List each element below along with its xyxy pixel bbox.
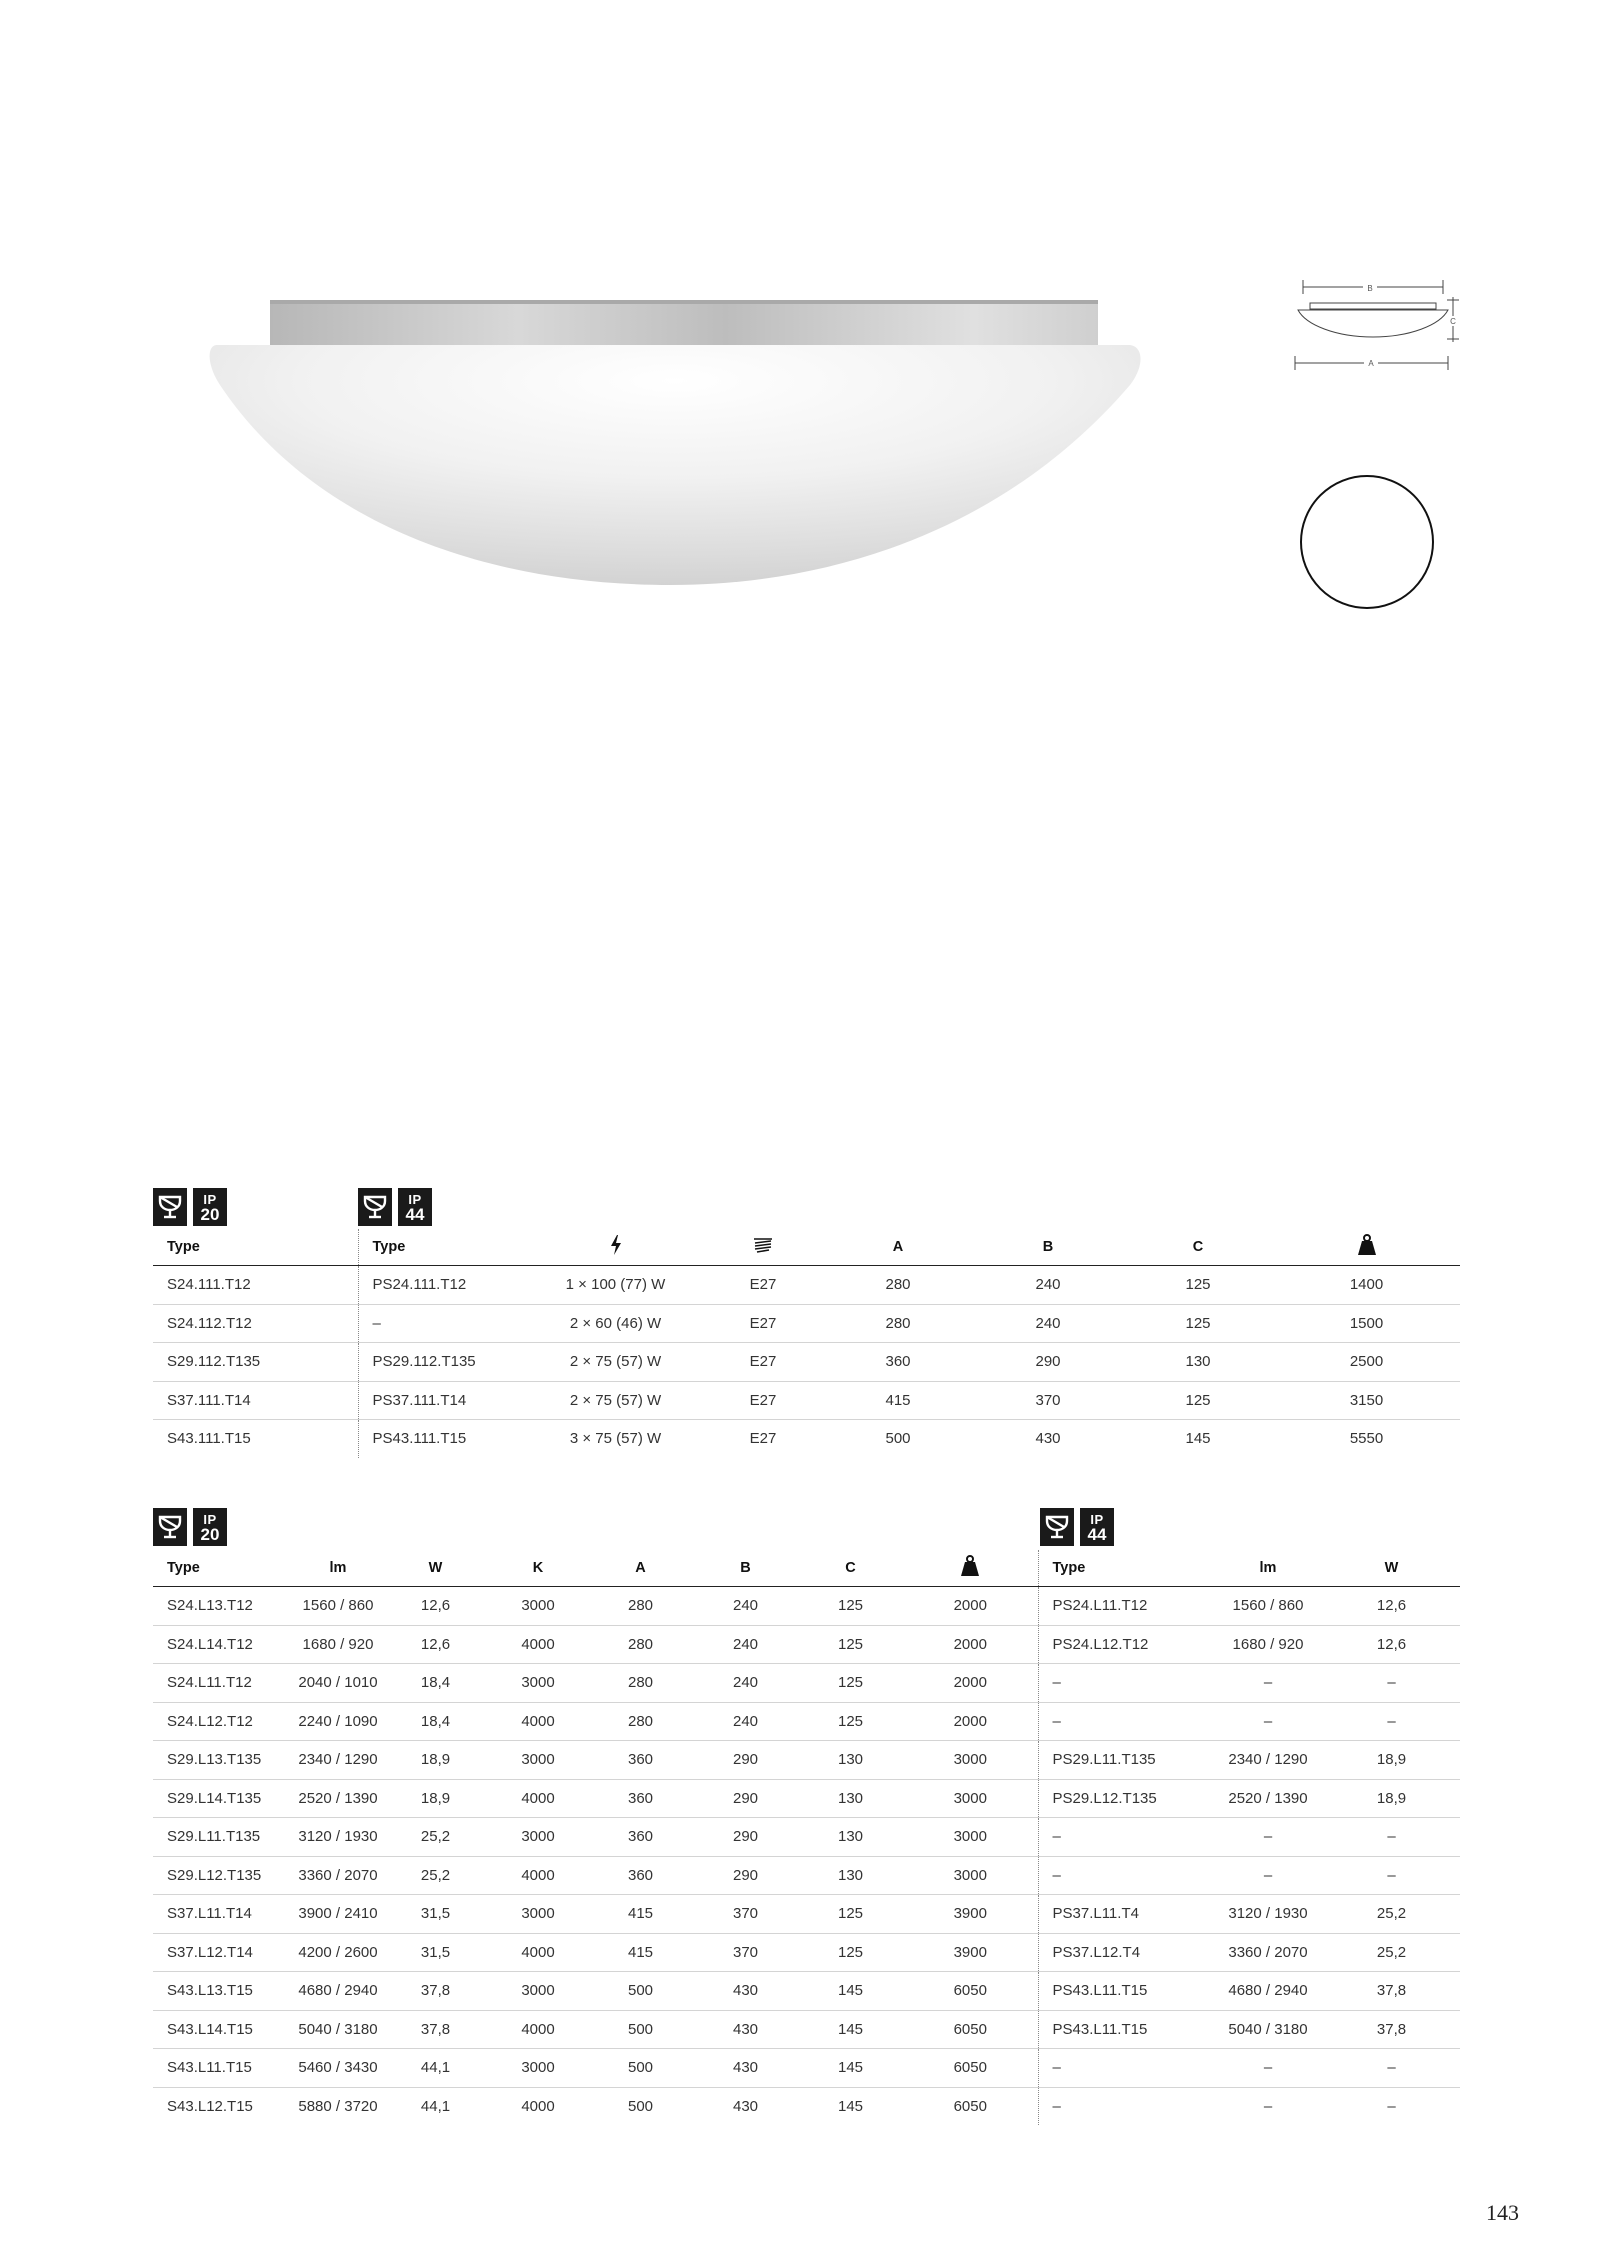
cell-watt: 44,1: [383, 2049, 488, 2088]
ip-rating: 44: [1087, 1525, 1107, 1544]
cell-watt-ip44: –: [1323, 1856, 1460, 1895]
cell-socket: E27: [703, 1266, 823, 1305]
cell-watt: 18,4: [383, 1702, 488, 1741]
dimension-label-c: C: [1450, 317, 1456, 326]
cell-weight: 3000: [903, 1741, 1038, 1780]
cell-power: 2 × 75 (57) W: [528, 1343, 703, 1382]
cell-dim-c: 130: [798, 1779, 903, 1818]
table-row: [153, 1933, 1460, 1972]
col-type: Type: [153, 1550, 293, 1587]
cell-weight: 2500: [1273, 1343, 1460, 1382]
cell-dim-a: 500: [885, 1430, 911, 1448]
table-row: [153, 1381, 1460, 1420]
cell-dim-a: 360: [588, 1741, 693, 1780]
cell-power: 3 × 75 (57) W: [569, 1430, 662, 1448]
cell-kelvin: 4000: [488, 2010, 588, 2049]
cell-dim-b: 240: [693, 1664, 798, 1703]
cell-dim-c: 130: [1123, 1343, 1273, 1382]
cell-dim-a: 280: [588, 1664, 693, 1703]
ip20-badge-group-2: [153, 1508, 227, 1546]
glass-symbol-icon: [1040, 1508, 1074, 1546]
cell-power: 2 × 60 (46) W: [528, 1304, 703, 1343]
cell-type: S29.L13.T135: [153, 1741, 293, 1780]
cell-type-ip44: PS29.L12.T135: [1038, 1779, 1213, 1818]
cell-weight: 2000: [903, 1625, 1038, 1664]
cell-dim-c: 125: [798, 1664, 903, 1703]
cell-dim-b: 290: [693, 1779, 798, 1818]
cell-dim-a: 280: [588, 1702, 693, 1741]
cell-dim-c: 125: [798, 1933, 903, 1972]
cell-dim-a: 280: [588, 1625, 693, 1664]
cell-dim-c: 145: [1185, 1430, 1211, 1448]
cell-type-ip44: PS29.112.T135: [358, 1343, 528, 1382]
cell-power: 2 × 75 (57) W: [528, 1381, 703, 1420]
cell-watt: 18,4: [383, 1664, 488, 1703]
cell-dim-a: 280: [823, 1266, 973, 1305]
cell-type-ip44: PS24.L12.T12: [1038, 1625, 1213, 1664]
cell-socket: E27: [749, 1430, 777, 1448]
ip-label: IP: [408, 1192, 422, 1207]
cell-watt-ip44: –: [1323, 1702, 1460, 1741]
cell-dim-b: 430: [693, 1972, 798, 2011]
cell-weight: 1400: [1273, 1266, 1460, 1305]
cell-kelvin: 4000: [488, 1779, 588, 1818]
ip20-icon: [193, 1188, 227, 1226]
glass-symbol-icon: [358, 1188, 392, 1226]
cell-watt-ip44: 12,6: [1323, 1587, 1460, 1626]
table-row: [153, 1741, 1460, 1780]
col-dimension-a: A: [823, 1229, 973, 1266]
cell-type: S43.L14.T15: [153, 2010, 293, 2049]
cell-lumen: 3900 / 2410: [293, 1895, 383, 1934]
cell-lumen: 4200 / 2600: [293, 1933, 383, 1972]
cell-dim-c: 145: [798, 2049, 903, 2088]
ip-label: IP: [1090, 1512, 1104, 1527]
cell-lumen-ip44: 3120 / 1930: [1213, 1895, 1323, 1934]
ip44-badge-group-1: [358, 1188, 432, 1226]
col-lumen-ip44: lm: [1213, 1550, 1323, 1587]
cell-socket: E27: [703, 1343, 823, 1382]
cell-kelvin: 3000: [488, 1818, 588, 1857]
cell-watt: 37,8: [383, 1972, 488, 2011]
cell-lumen-ip44: 4680 / 2940: [1213, 1972, 1323, 2011]
cell-dim-c: 125: [798, 1587, 903, 1626]
cell-lumen: 1680 / 920: [293, 1625, 383, 1664]
cell-dim-c: 125: [798, 1895, 903, 1934]
cell-lumen: 2340 / 1290: [293, 1741, 383, 1780]
weight-icon: [1273, 1229, 1460, 1266]
cell-dim-a: 360: [588, 1818, 693, 1857]
cell-lumen: 3360 / 2070: [293, 1856, 383, 1895]
page-number: 143: [1486, 2200, 1519, 2225]
cell-type: S43.L13.T15: [153, 1972, 293, 2011]
cell-weight: 5550: [1349, 1430, 1384, 1448]
table-row: [153, 1818, 1460, 1857]
table-row: [153, 1266, 1460, 1305]
cell-type-ip44: PS29.L11.T135: [1038, 1741, 1213, 1780]
cell-dim-b: 240: [973, 1266, 1123, 1305]
cell-weight: 6050: [953, 2097, 987, 2115]
cell-dim-b: 290: [973, 1343, 1123, 1382]
cell-type: S43.L11.T15: [153, 2049, 293, 2088]
cell-type-ip20: S43.111.T15: [167, 1430, 251, 1448]
cell-watt-ip44: 25,2: [1323, 1895, 1460, 1934]
top-view-drawing: [1300, 475, 1450, 625]
cell-watt: 25,2: [383, 1818, 488, 1857]
cell-dim-b: 240: [693, 1625, 798, 1664]
cell-dim-b: 240: [693, 1702, 798, 1741]
cell-weight: 3900: [903, 1933, 1038, 1972]
cell-weight: 2000: [903, 1664, 1038, 1703]
cell-lumen-ip44: –: [1213, 1818, 1323, 1857]
table-row: [153, 1420, 1460, 1458]
col-watt-ip44: W: [1323, 1550, 1460, 1587]
cell-lumen-ip44: 1680 / 920: [1213, 1625, 1323, 1664]
dimension-label-b: B: [1367, 284, 1373, 293]
cell-watt: 18,9: [383, 1741, 488, 1780]
col-dimension-c: C: [1123, 1229, 1273, 1266]
cell-type-ip20: S29.112.T135: [153, 1343, 358, 1382]
cell-type-ip44: PS43.L11.T15: [1038, 1972, 1213, 2011]
table-row: [153, 1972, 1460, 2011]
col-watt: W: [383, 1550, 488, 1587]
cell-dim-a: 415: [588, 1895, 693, 1934]
cell-kelvin: 3000: [488, 1895, 588, 1934]
table-row: [153, 1343, 1460, 1382]
cell-weight: 3000: [903, 1818, 1038, 1857]
cell-type-ip44: –: [1038, 1664, 1213, 1703]
cell-dim-b: 240: [973, 1304, 1123, 1343]
cell-lumen: 2520 / 1390: [293, 1779, 383, 1818]
ip-rating: 20: [200, 1525, 220, 1544]
cell-watt: 37,8: [383, 2010, 488, 2049]
led-variants-table: [153, 1550, 1460, 2125]
glass-symbol-icon: [153, 1508, 187, 1546]
cell-dim-c: 145: [837, 2097, 864, 2115]
cell-dim-b: 430: [693, 2010, 798, 2049]
cell-watt-ip44: 25,2: [1323, 1933, 1460, 1972]
cell-lumen-ip44: –: [1213, 2049, 1323, 2088]
col-dimension-b: B: [973, 1229, 1123, 1266]
table-header-row: [153, 1550, 1460, 1587]
cell-lumen-ip44: 3360 / 2070: [1213, 1933, 1323, 1972]
ip-rating: 44: [405, 1205, 425, 1224]
cell-watt-ip44: –: [1387, 2097, 1396, 2115]
cell-dim-a: 360: [588, 1856, 693, 1895]
cell-watt: 31,5: [383, 1895, 488, 1934]
cell-dim-b: 240: [693, 1587, 798, 1626]
cell-watt: 31,5: [383, 1933, 488, 1972]
table-row: [153, 1895, 1460, 1934]
cell-kelvin: 3000: [488, 1972, 588, 2011]
cell-type: S29.L11.T135: [153, 1818, 293, 1857]
cell-dim-c: 125: [798, 1625, 903, 1664]
table-header-row: [153, 1229, 1460, 1266]
cell-watt-ip44: 18,9: [1323, 1779, 1460, 1818]
cell-lumen-ip44: 2340 / 1290: [1213, 1741, 1323, 1780]
cell-weight: 6050: [903, 1972, 1038, 2011]
cell-lumen: 5880 / 3720: [298, 2097, 378, 2115]
cell-lumen-ip44: –: [1213, 1702, 1323, 1741]
cell-weight: 3000: [903, 1856, 1038, 1895]
cell-kelvin: 3000: [488, 2049, 588, 2088]
lightning-icon: [528, 1229, 703, 1266]
cell-dim-a: 415: [588, 1933, 693, 1972]
cell-lumen-ip44: 5040 / 3180: [1213, 2010, 1323, 2049]
cell-dim-c: 145: [798, 2010, 903, 2049]
cell-lumen-ip44: 1560 / 860: [1213, 1587, 1323, 1626]
cell-type: S24.L13.T12: [153, 1587, 293, 1626]
cell-lumen-ip44: –: [1213, 1664, 1323, 1703]
cell-dim-b: 290: [693, 1741, 798, 1780]
cell-watt-ip44: –: [1323, 1664, 1460, 1703]
cell-weight: 2000: [903, 1702, 1038, 1741]
ip-rating: 20: [200, 1205, 220, 1224]
cell-dim-a: 500: [588, 1972, 693, 2011]
col-dimension-b: B: [693, 1550, 798, 1587]
table-row: [153, 1625, 1460, 1664]
table-row: [153, 1587, 1460, 1626]
cell-type: S37.L11.T14: [153, 1895, 293, 1934]
cell-dim-c: 130: [798, 1818, 903, 1857]
cell-type: S29.L14.T135: [153, 1779, 293, 1818]
cell-type-ip44: PS43.L11.T15: [1038, 2010, 1213, 2049]
cell-kelvin: 4000: [521, 2097, 555, 2115]
cell-type-ip44: PS24.111.T12: [358, 1266, 528, 1305]
cell-type-ip44: –: [1038, 1818, 1213, 1857]
cell-dim-b: 370: [973, 1381, 1123, 1420]
cell-weight: 3150: [1273, 1381, 1460, 1420]
cell-dim-c: 130: [798, 1856, 903, 1895]
cell-dim-a: 360: [588, 1779, 693, 1818]
cell-lumen: 1560 / 860: [293, 1587, 383, 1626]
cell-type: S24.L12.T12: [153, 1702, 293, 1741]
cell-dim-a: 500: [588, 2010, 693, 2049]
col-dimension-a: A: [588, 1550, 693, 1587]
cell-weight: 6050: [903, 2010, 1038, 2049]
cell-type-ip20: S37.111.T14: [153, 1381, 358, 1420]
cell-weight: 3000: [903, 1779, 1038, 1818]
cell-dim-b: 290: [693, 1856, 798, 1895]
cell-watt: 18,9: [383, 1779, 488, 1818]
cell-type: S24.L14.T12: [153, 1625, 293, 1664]
cell-weight: 2000: [903, 1587, 1038, 1626]
cell-type: S43.L12.T15: [167, 2097, 253, 2115]
glass-symbol-icon: [153, 1188, 187, 1226]
ip44-icon: [1080, 1508, 1114, 1546]
cell-dim-c: 125: [1123, 1266, 1273, 1305]
cell-type: S24.L11.T12: [153, 1664, 293, 1703]
cell-power: 1 × 100 (77) W: [528, 1266, 703, 1305]
cell-dim-b: 430: [732, 2097, 759, 2115]
weight-icon: [903, 1550, 1038, 1587]
cell-dim-a: 280: [588, 1587, 693, 1626]
cell-watt: 44,1: [420, 2097, 451, 2115]
cell-type-ip44: PS37.L12.T4: [1038, 1933, 1213, 1972]
cell-kelvin: 4000: [488, 1933, 588, 1972]
cell-watt: 25,2: [383, 1856, 488, 1895]
cell-lumen-ip44: 2520 / 1390: [1213, 1779, 1323, 1818]
ip44-badge-group-2: [1040, 1508, 1114, 1546]
table-row: [153, 1304, 1460, 1343]
cell-type-ip44: –: [1038, 2049, 1213, 2088]
cell-socket: E27: [703, 1381, 823, 1420]
cell-type-ip44: PS37.L11.T4: [1038, 1895, 1213, 1934]
cell-type-ip44: PS37.111.T14: [358, 1381, 528, 1420]
cell-dim-a: 360: [823, 1343, 973, 1382]
cell-watt: 12,6: [383, 1625, 488, 1664]
cell-watt-ip44: 12,6: [1323, 1625, 1460, 1664]
table-row: [153, 2010, 1460, 2049]
cell-type: S37.L12.T14: [153, 1933, 293, 1972]
cell-dim-a: 500: [588, 2049, 693, 2088]
cell-type-ip44: PS43.111.T15: [358, 1420, 528, 1458]
table-row: [153, 2087, 1460, 2125]
cell-dim-a: 280: [823, 1304, 973, 1343]
cell-dim-b: 370: [693, 1895, 798, 1934]
cell-dim-c: 125: [1123, 1304, 1273, 1343]
dimension-label-a: A: [1368, 359, 1374, 368]
cell-lumen: 2240 / 1090: [293, 1702, 383, 1741]
cell-lumen: 4680 / 2940: [293, 1972, 383, 2011]
cell-lumen-ip44: –: [1263, 2097, 1273, 2115]
cell-watt-ip44: 37,8: [1323, 2010, 1460, 2049]
cell-lumen: 5040 / 3180: [293, 2010, 383, 2049]
cell-type-ip44: –: [1038, 2087, 1213, 2125]
cell-kelvin: 4000: [488, 1702, 588, 1741]
cell-kelvin: 4000: [488, 1856, 588, 1895]
cell-type-ip44: PS24.L11.T12: [1038, 1587, 1213, 1626]
ip-label: IP: [203, 1192, 217, 1207]
cell-lumen: 2040 / 1010: [293, 1664, 383, 1703]
ip20-icon: [193, 1508, 227, 1546]
cell-dim-c: 145: [798, 1972, 903, 2011]
cell-dim-a: 500: [627, 2097, 654, 2115]
cell-watt-ip44: 18,9: [1323, 1741, 1460, 1780]
cell-dim-a: 415: [823, 1381, 973, 1420]
incandescent-variants-table: [153, 1229, 1460, 1458]
cell-kelvin: 3000: [488, 1741, 588, 1780]
cell-kelvin: 3000: [488, 1587, 588, 1626]
cell-watt-ip44: 37,8: [1323, 1972, 1460, 2011]
lamp-base-icon: [703, 1229, 823, 1266]
cell-watt: 12,6: [383, 1587, 488, 1626]
cell-type-ip20: S24.111.T12: [153, 1266, 358, 1305]
cell-dim-c: 125: [1123, 1381, 1273, 1420]
side-dimension-drawing: [1290, 270, 1470, 380]
table-row: [153, 1664, 1460, 1703]
col-lumen: lm: [293, 1550, 383, 1587]
col-dimension-c: C: [798, 1550, 903, 1587]
table-row: [153, 1779, 1460, 1818]
table-row: [153, 1702, 1460, 1741]
cell-type-ip44: –: [358, 1304, 528, 1343]
cell-dim-b: 430: [1035, 1430, 1061, 1448]
cell-type-ip20: S24.112.T12: [153, 1304, 358, 1343]
cell-watt-ip44: –: [1323, 2049, 1460, 2088]
col-kelvin: K: [488, 1550, 588, 1587]
cell-socket: E27: [703, 1304, 823, 1343]
cell-type: S29.L12.T135: [153, 1856, 293, 1895]
cell-kelvin: 4000: [488, 1625, 588, 1664]
cell-lumen-ip44: –: [1213, 1856, 1323, 1895]
col-type-ip44: Type: [1038, 1550, 1213, 1587]
cell-dim-b: 370: [693, 1933, 798, 1972]
table-row: [153, 1856, 1460, 1895]
cell-type-ip44: –: [1038, 1856, 1213, 1895]
ip-label: IP: [203, 1512, 217, 1527]
cell-kelvin: 3000: [488, 1664, 588, 1703]
product-photo: [200, 285, 1160, 605]
cell-weight: 6050: [903, 2049, 1038, 2088]
cell-type-ip44: –: [1038, 1702, 1213, 1741]
cell-watt-ip44: –: [1323, 1818, 1460, 1857]
col-type-ip44: Type: [358, 1229, 528, 1266]
ip44-icon: [398, 1188, 432, 1226]
cell-weight: 3900: [903, 1895, 1038, 1934]
cell-dim-b: 430: [693, 2049, 798, 2088]
cell-dim-b: 290: [693, 1818, 798, 1857]
cell-weight: 1500: [1273, 1304, 1460, 1343]
col-type-ip20: Type: [153, 1229, 358, 1266]
table-row: [153, 2049, 1460, 2088]
ip20-badge-group-1: [153, 1188, 227, 1226]
cell-lumen: 5460 / 3430: [293, 2049, 383, 2088]
cell-lumen: 3120 / 1930: [293, 1818, 383, 1857]
cell-dim-c: 125: [798, 1702, 903, 1741]
cell-dim-c: 130: [798, 1741, 903, 1780]
